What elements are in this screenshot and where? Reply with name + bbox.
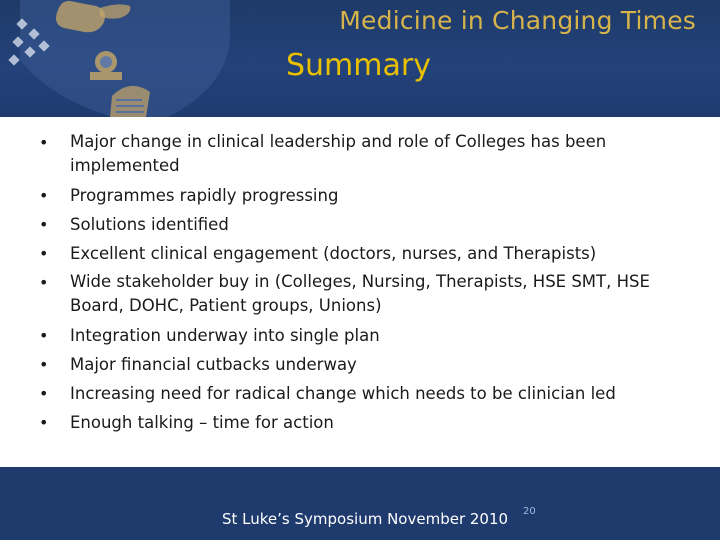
- slide-title: Summary: [286, 48, 431, 83]
- bullet-item: • Wide stakeholder buy in (Colleges, Nursing, Therapists, HSE SMT, HSE Board, DOHC, Patient groups, Unions): [30, 268, 690, 321]
- bullet-icon: •: [39, 413, 49, 432]
- bullet-icon: •: [39, 355, 49, 374]
- page-number: 20: [523, 506, 536, 517]
- bullet-item: • Increasing need for radical change which needs to be clinician led: [30, 379, 690, 408]
- bullet-icon: •: [39, 384, 49, 403]
- bullet-item: • Major financial cutbacks underway: [30, 350, 690, 379]
- crest-watermark-icon: [0, 0, 250, 117]
- bullet-item: • Excellent clinical engagement (doctors, nurses, and Therapists): [30, 239, 690, 268]
- bullet-item: • Major change in clinical leadership and role of Colleges has been implemented: [30, 128, 690, 181]
- bullet-icon: •: [39, 215, 49, 234]
- series-title: Medicine in Changing Times: [339, 6, 696, 35]
- bullet-item: • Integration underway into single plan: [30, 321, 690, 350]
- bullet-item: • Enough talking – time for action: [30, 408, 690, 437]
- bullet-icon: •: [39, 133, 49, 152]
- bullet-item: • Solutions identified: [30, 210, 690, 239]
- bullet-icon: •: [39, 186, 49, 205]
- bullet-item: • Programmes rapidly progressing: [30, 181, 690, 210]
- slide-footer: [0, 467, 720, 540]
- bullet-icon: •: [39, 244, 49, 263]
- bullet-icon: •: [39, 326, 49, 345]
- slide-header: [0, 0, 720, 117]
- summary-bullet-list: [30, 128, 690, 437]
- footer-caption: St Luke’s Symposium November 2010: [222, 510, 509, 528]
- bullet-icon: •: [39, 273, 49, 292]
